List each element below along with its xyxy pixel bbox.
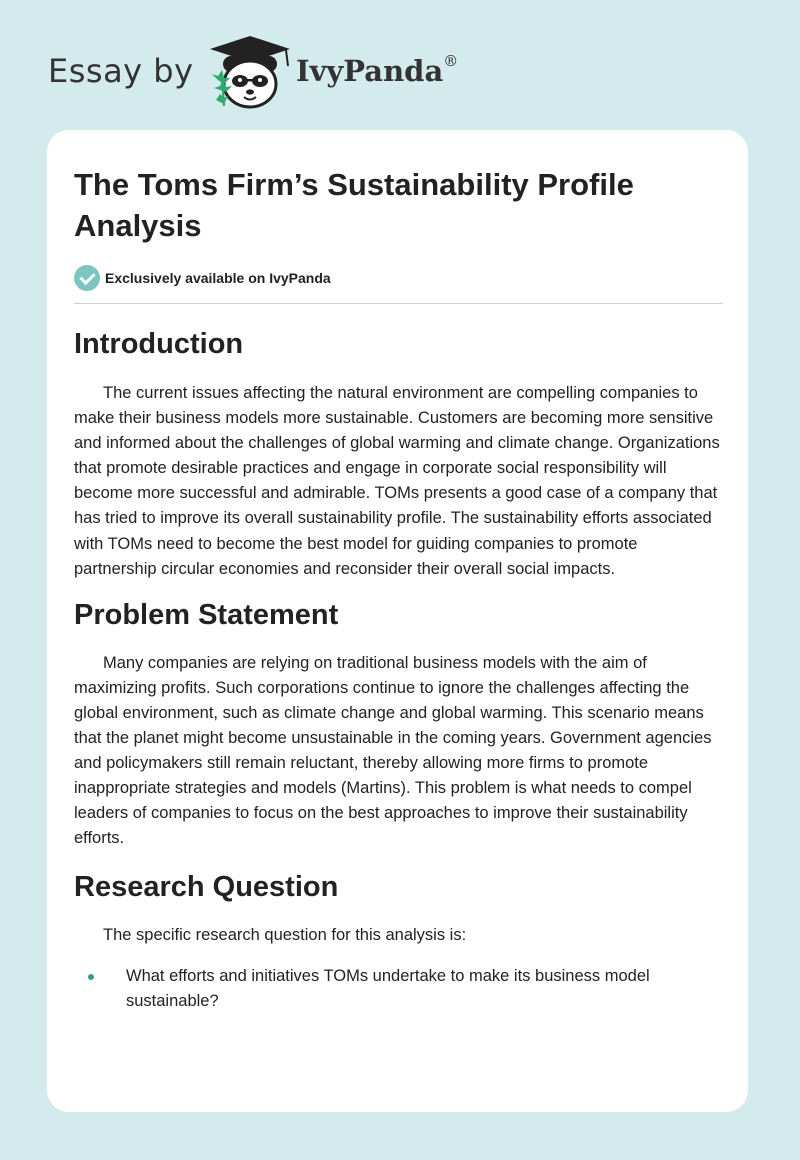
brand-header [48,34,508,114]
bullet-icon [88,974,94,980]
section-paragraph-research-question: The specific research question for this analysis is: [103,925,467,944]
divider [74,303,723,304]
brand-name-text: IvyPanda [296,54,444,88]
section-heading-problem-statement: Problem Statement [74,598,339,631]
list-item-text: What efforts and initiatives TOMs undertake to make its business model sustainable? [126,966,650,1010]
badge-text: Exclusively available on IvyPanda [105,270,331,286]
section-paragraph-problem-statement: Many companies are relying on traditional business models with the aim of maximizing profits. Such corporations continue to ignore the challenges affecting the global environment, such as climate change and global warming. This scenario means that the planet might become unsustainable in the coming years. Government agencies and policymakers still remain reluctant, thereby allowing more firms to promote inappropriate strategies and models (Martins). This problem is what needs to compel leaders of companies to focus on the best approaches to improve their sustainability efforts. [74,653,712,848]
page-title: The Toms Firm’s Sustainability Profile Analysis [74,167,634,243]
research-question-list [74,964,722,1014]
section-heading-research-question: Research Question [74,870,339,903]
brand-name[interactable] [296,54,458,88]
list-item [74,964,714,1014]
exclusive-badge [74,264,722,292]
section-paragraph-introduction: The current issues affecting the natural environment are compelling companies to make their business models more sustainable. Customers are becoming more sensitive and informed about the challenges of global warming and climate change. Organizations that promote desirable practices and engage in corporate social responsibility will become more successful and admirable. TOMs presents a good case of a company that has tried to improve its overall sustainability profile. The sustainability efforts associated with TOMs need to become the best model for guiding companies to promote partnership circular economies and reconsider their overall social impacts. [74,384,720,578]
panda-logo-icon [202,34,298,110]
section-heading-introduction: Introduction [74,328,244,360]
brand-prefix: Essay by [48,52,194,90]
check-icon [74,265,100,291]
essay-card [47,130,748,1112]
registered-mark: ® [443,52,459,71]
